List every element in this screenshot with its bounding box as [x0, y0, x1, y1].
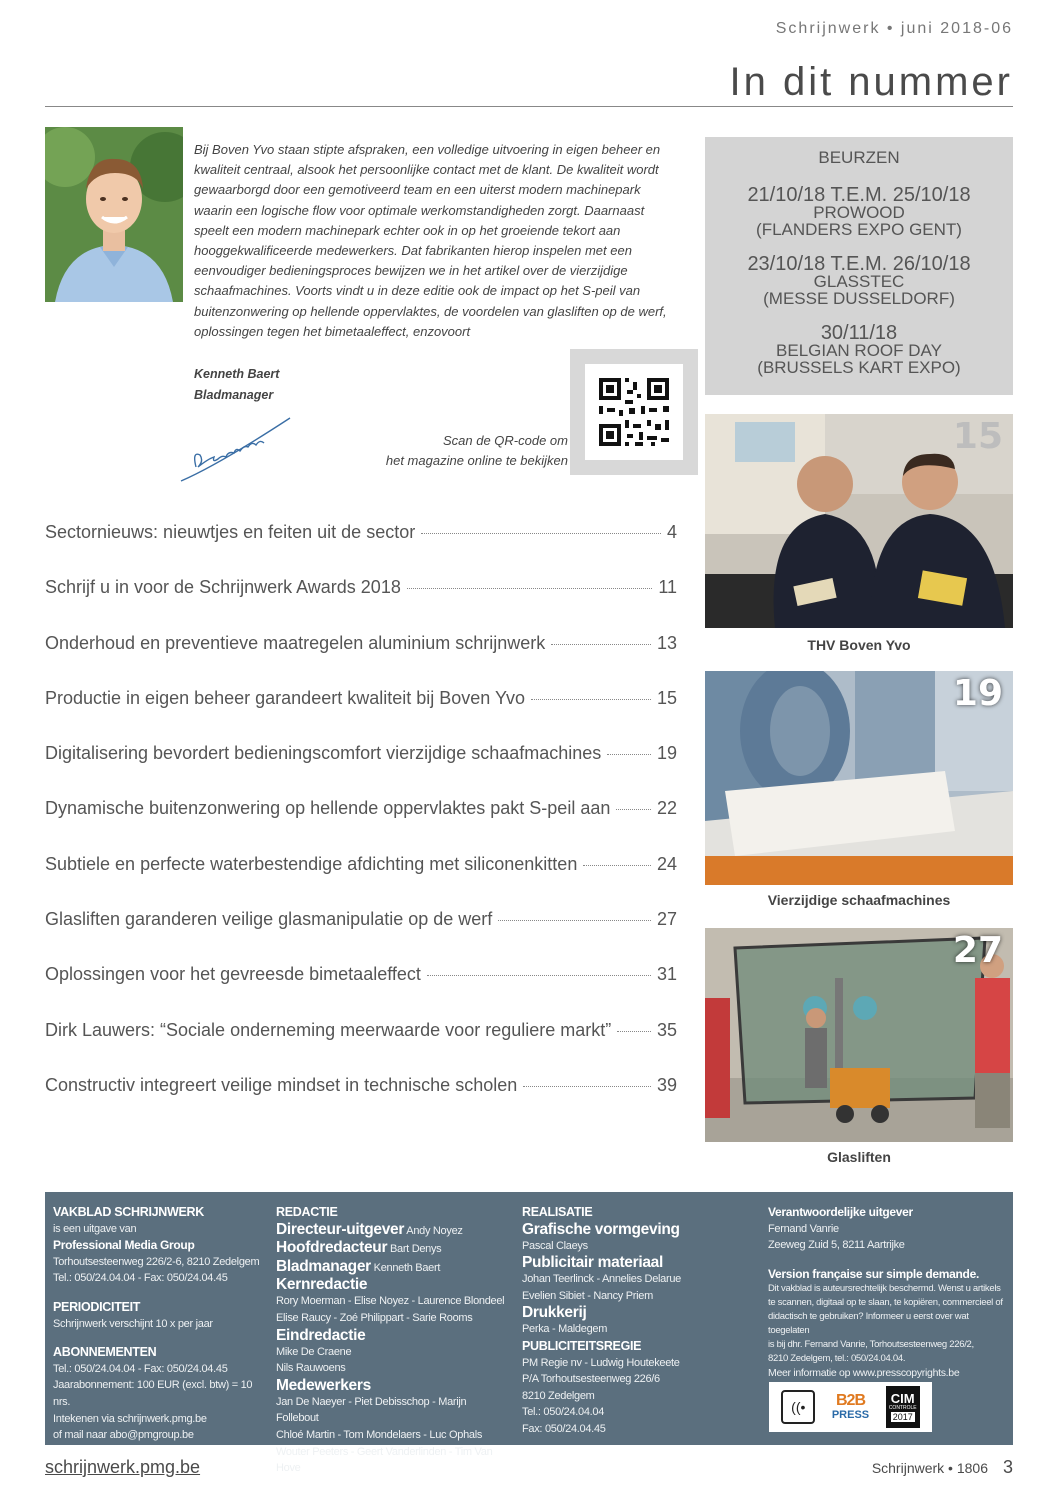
photo-page-number: 27 — [952, 930, 1003, 971]
toc-title: Subtiele en perfecte waterbestendige afdichting met siliconenkitten — [45, 853, 578, 874]
event-name: GLASSTEC — [813, 272, 905, 291]
copyright-line: Dit vakblad is auteursrechtelijk beschermd. Wenst u artikels — [768, 1283, 1001, 1295]
colophon-line: Fax: 050/24.04.45 — [522, 1422, 606, 1435]
events-panel — [705, 137, 1013, 395]
toc-title: Dirk Lauwers: “Sociale onderneming meerwaarde voor reguliere markt” — [45, 1019, 612, 1040]
certification-logos — [769, 1382, 932, 1432]
author-portrait — [45, 127, 183, 302]
role-person: Evelien Sibiet - Nancy Priem — [522, 1289, 653, 1302]
event-date: 23/10/18 T.E.M. 26/10/18 — [747, 253, 971, 275]
colophon-line: Tel.: 050/24.04.04 - Fax: 050/24.04.45 — [53, 1272, 228, 1285]
event-item — [705, 255, 1013, 307]
qr-caption — [338, 431, 568, 471]
event-name: BELGIAN ROOF DAY — [776, 341, 942, 360]
toc-leader — [607, 754, 651, 755]
copyright-line: Meer informatie op www.presscopyrights.be — [768, 1367, 960, 1380]
role-person: Chloé Martin - Tom Mondelaers - Luc Ophals — [276, 1428, 483, 1441]
toc-entry[interactable] — [45, 798, 677, 853]
toc-entry[interactable] — [45, 909, 677, 964]
toc-title: Oplossingen voor het gevreesde bimetaaleffect — [45, 964, 421, 985]
toc-title: Digitalisering bevordert bedieningscomfort vierzijdige schaafmachines — [45, 743, 602, 764]
role-label: Eindredactie — [276, 1326, 366, 1344]
event-date: 21/10/18 T.E.M. 25/10/18 — [747, 184, 971, 206]
event-item — [705, 186, 1013, 238]
toc-leader — [616, 809, 651, 810]
toc-title: Constructiv integreert veilige mindset in technische scholen — [45, 1074, 518, 1095]
colophon-line: Tel.: 050/24.04.04 — [522, 1406, 605, 1419]
table-of-contents — [45, 522, 677, 1130]
role-person: Andy Noyez — [406, 1224, 463, 1237]
qr-caption-line-2: het magazine online te bekijken — [385, 453, 568, 468]
toc-page: 35 — [656, 1019, 677, 1040]
role-person: Johan Teerlinck - Annelies Delarue — [522, 1273, 681, 1286]
colophon-line: P/A Torhoutsesteenweg 226/6 — [522, 1373, 660, 1386]
role-person: Mike De Craene — [276, 1345, 352, 1358]
toc-entry[interactable] — [45, 964, 677, 1019]
toc-entry[interactable] — [45, 854, 677, 909]
colophon-heading: VAKBLAD SCHRIJNWERK — [53, 1205, 205, 1219]
toc-page: 39 — [656, 1074, 677, 1095]
toc-page: 4 — [666, 522, 677, 542]
toc-leader — [551, 644, 651, 645]
copyright-line: 8210 Zedelgem, tel.: 050/24.04.04. — [768, 1353, 906, 1365]
role-person: Kenneth Baert — [373, 1261, 441, 1274]
toc-title: Sectornieuws: nieuwtjes en feiten uit de sector — [45, 522, 416, 542]
toc-leader — [498, 920, 651, 921]
role-label: Bladmanager — [276, 1257, 371, 1275]
event-location: (FLANDERS EXPO GENT) — [756, 220, 962, 239]
colophon-responsible — [768, 1204, 1008, 1381]
issue-label: Schrijnwerk • 1806 — [871, 1460, 988, 1476]
toc-page: 24 — [656, 853, 677, 874]
copyright-line: is bij dhr. Fernand Vanrie, Torhoutsesteenweg 226/2, — [768, 1339, 974, 1351]
role-label: Hoofdredacteur — [276, 1239, 388, 1257]
toc-leader — [407, 588, 652, 589]
website-link[interactable]: schrijnwerk.pmg.be — [45, 1457, 201, 1477]
toc-leader — [427, 975, 651, 976]
page-title: In dit nummer — [729, 60, 1013, 104]
toc-title: Productie in eigen beheer garandeert kwaliteit bij Boven Yvo — [45, 687, 525, 708]
colophon-heading: Verantwoordelijke uitgever — [768, 1205, 913, 1219]
toc-title: Schrijf u in voor de Schrijnwerk Awards 2018 — [45, 577, 401, 598]
toc-entry[interactable] — [45, 1075, 677, 1130]
toc-page: 31 — [656, 964, 677, 985]
role-label: Grafische vormgeving — [522, 1220, 680, 1238]
page-number: 3 — [1002, 1457, 1013, 1477]
colophon-line: Tel.: 050/24.04.04 - Fax: 050/24.04.45 — [53, 1362, 228, 1375]
colophon-heading: PUBLICITEITSREGIE — [522, 1338, 642, 1353]
colophon-line: Intekenen via schrijnwerk.pmg.be — [53, 1412, 207, 1425]
toc-page: 11 — [658, 577, 677, 598]
colophon-heading: REALISATIE — [522, 1205, 593, 1219]
colophon-production — [522, 1204, 752, 1438]
photo-page-number: 19 — [952, 673, 1003, 714]
toc-leader — [421, 533, 661, 534]
event-location: (BRUSSELS KART EXPO) — [757, 358, 961, 377]
photo-page-number: 15 — [952, 416, 1003, 457]
event-item — [705, 324, 1013, 376]
event-name: PROWOOD — [813, 203, 905, 222]
role-person: Pascal Claeys — [522, 1239, 588, 1252]
role-label: Publicitair materiaal — [522, 1254, 664, 1272]
colophon-line: 8210 Zedelgem — [522, 1389, 595, 1402]
role-person: Wouter Peeters - Geert Vanderlinden - Tim Van Hove — [276, 1445, 493, 1475]
article-photo-glasliften[interactable] — [705, 928, 1013, 1142]
colophon-heading: REDACTIE — [276, 1205, 338, 1219]
toc-entry[interactable] — [45, 577, 677, 632]
editorial-signature-block — [194, 364, 279, 406]
editor-name: Kenneth Baert — [194, 367, 280, 381]
colophon-line: is een uitgave van — [53, 1222, 137, 1235]
toc-leader — [523, 1086, 651, 1087]
toc-entry[interactable] — [45, 743, 677, 798]
toc-leader — [583, 865, 651, 866]
role-person: Perka - Maldegem — [522, 1323, 608, 1336]
role-label: Medewerkers — [276, 1376, 371, 1394]
copyright-line: didactisch te gebruiken? Informeer u eerst over wat toegelaten — [768, 1311, 969, 1337]
role-person: Bart Denys — [389, 1243, 442, 1256]
qr-code-panel — [570, 349, 698, 475]
colophon-line: PM Regie nv - Ludwig Houtekeete — [522, 1356, 680, 1369]
qr-caption-line-1: Scan de QR-code om — [442, 433, 568, 448]
role-label: Kernredactie — [276, 1276, 368, 1294]
toc-page: 15 — [656, 687, 677, 708]
toc-leader — [617, 1031, 651, 1032]
article-photo-boven-yvo[interactable] — [705, 414, 1013, 628]
issue-meta: Schrijnwerk • juni 2018-06 — [775, 20, 1013, 37]
colophon-line: of mail naar abo@pmgroup.be — [53, 1429, 194, 1442]
events-heading: BEURZEN — [818, 148, 900, 167]
toc-leader — [531, 699, 651, 700]
cim-logo: CIM CONTROLE 2017 — [886, 1386, 920, 1428]
role-person: Rory Moerman - Elise Noyez - Laurence Blondeel — [276, 1295, 505, 1308]
toc-title: Glasliften garanderen veilige glasmanipulatie op de werf — [45, 909, 493, 930]
copyright-line: te scannen, digitaal op te slaan, te kopiëren, commercieel of — [768, 1297, 1003, 1309]
role-label: Directeur-uitgever — [276, 1220, 405, 1238]
header-divider — [45, 106, 1013, 107]
colophon-heading: PERIODICITEIT — [53, 1299, 141, 1314]
toc-title: Dynamische buitenzonwering op hellende oppervlaktes pakt S-peil aan — [45, 798, 611, 819]
toc-page: 27 — [656, 909, 677, 930]
colophon-heading: ABONNEMENTEN — [53, 1345, 157, 1360]
colophon-line: Jaarabonnement: 100 EUR (excl. btw) = 10 nrs. — [53, 1379, 253, 1408]
toc-entry[interactable] — [45, 522, 677, 577]
colophon-heading: Version française sur simple demande. — [768, 1266, 979, 1281]
copyright-icon: ((• — [781, 1390, 815, 1424]
editorial-text: Bij Boven Yvo staan stipte afspraken, een volledige uitvoering in eigen beheer en kwaliteit centraal, alsook het persoonlijke contact met de klant. De kwaliteit wordt gewaarborgd door een gemotiveerd team en een uiterst modern machinepark waarin een logische flow voor optimale werkomstandigheden zorgt. Daarnaast speelt een modern machinepark echter ook in op het groeiende tekort aan hooggekwalificeerde medewerkers. Dat fabrikanten hierop inspelen met een eenvoudiger bedieningsproces bewijzen we in het artikel over de vierzijdige schaafmachines. Voorts vindt u in deze editie ook de impact op het S-peil van buitenzonwering op hellende oppervlaktes, de voordelen van glasliften op de werf, oplossingen tegen het bimetaaleffect, enzovoort — [194, 142, 667, 339]
role-person: Elise Raucy - Zoé Philippart - Sarie Rooms — [276, 1311, 473, 1324]
toc-page: 19 — [656, 743, 677, 764]
toc-entry[interactable] — [45, 688, 677, 743]
role-person: Jan De Naeyer - Piet Debisschop - Marijn Follebout — [276, 1395, 467, 1425]
toc-title: Onderhoud en preventieve maatregelen aluminium schrijnwerk — [45, 632, 546, 653]
article-photo-schaafmachines[interactable] — [705, 671, 1013, 885]
colophon-editorial — [276, 1204, 511, 1477]
editor-role: Bladmanager — [194, 388, 274, 402]
photo-caption: THV Boven Yvo — [807, 637, 911, 653]
event-location: (MESSE DUSSELDORF) — [763, 289, 955, 308]
photo-caption: Vierzijdige schaafmachines — [767, 892, 951, 908]
b2b-press-logo: B2B PRESS — [831, 1392, 870, 1421]
photo-caption: Glasliften — [827, 1149, 891, 1165]
qr-code[interactable] — [585, 364, 683, 460]
colophon-line: Schrijnwerk verschijnt 10 x per jaar — [53, 1317, 213, 1330]
colophon-publisher — [53, 1204, 268, 1444]
event-date: 30/11/18 — [820, 322, 898, 344]
role-person: Nils Rauwoens — [276, 1362, 346, 1375]
toc-page: 22 — [656, 798, 677, 819]
toc-entry[interactable] — [45, 1020, 677, 1075]
colophon-line: Zeeweg Zuid 5, 8211 Aartrijke — [768, 1239, 905, 1252]
colophon-line: Torhoutsesteenweg 226/2-6, 8210 Zedelgem — [53, 1255, 260, 1268]
role-label: Drukkerij — [522, 1304, 587, 1322]
toc-page: 13 — [656, 632, 677, 653]
colophon-line: Fernand Vanrie — [768, 1222, 839, 1235]
handwritten-signature — [178, 415, 293, 485]
toc-entry[interactable] — [45, 633, 677, 688]
publisher-name: Professional Media Group — [53, 1238, 195, 1253]
